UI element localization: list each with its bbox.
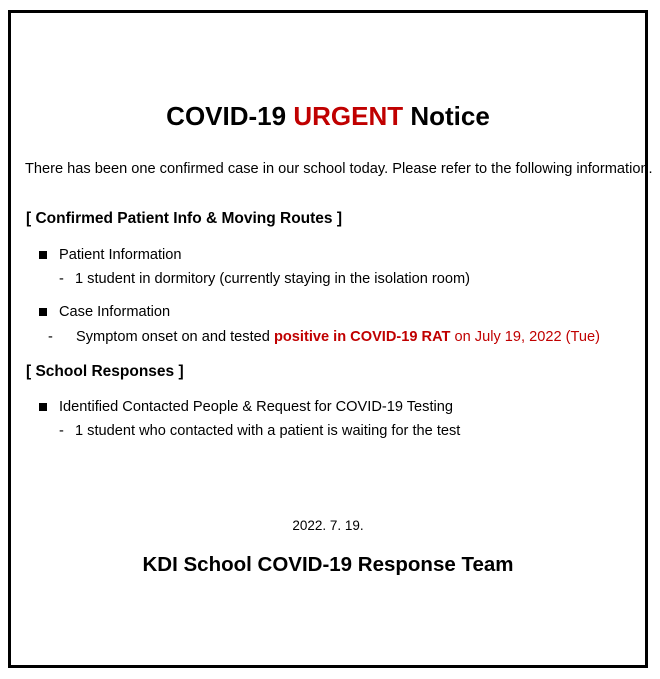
dash-icon: - — [59, 423, 64, 439]
detail-text: 1 student in dormitory (currently staying in the isolation room) — [75, 271, 471, 287]
intro-text: There has been one confirmed case in our school today. Please refer to the following information. — [25, 161, 653, 177]
response-team-signature: KDI School COVID-19 Response Team — [142, 553, 514, 576]
bullet-patient-information — [39, 247, 182, 263]
notice-date: 2022. 7. 19. — [292, 518, 364, 533]
detail-text: 1 student who contacted with a patient is waiting for the test — [75, 423, 461, 439]
bullet-case-information — [39, 304, 170, 320]
bullet-label: Patient Information — [59, 247, 182, 263]
dash-icon: - — [59, 271, 64, 287]
contacts-detail — [59, 423, 460, 439]
dash-icon: - — [48, 329, 53, 345]
patient-detail — [59, 271, 470, 287]
bullet-contacted-people — [39, 399, 453, 415]
section-heading-patient-info: [ Confirmed Patient Info & Moving Routes ] — [26, 210, 343, 227]
title-urgent: URGENT — [293, 101, 404, 131]
case-detail — [48, 329, 600, 345]
title-suffix: Notice — [410, 101, 490, 131]
detail-highlight: positive in COVID-19 RAT — [273, 329, 451, 345]
detail-prefix: Symptom onset on and tested — [76, 329, 270, 345]
square-bullet-icon — [39, 251, 47, 259]
bullet-label: Identified Contacted People & Request for COVID-19 Testing — [59, 399, 453, 415]
detail-suffix: on July 19, 2022 (Tue) — [454, 329, 600, 345]
bullet-label: Case Information — [59, 304, 171, 320]
square-bullet-icon — [39, 308, 47, 316]
notice-frame — [8, 10, 653, 668]
section-heading-school-responses: [ School Responses ] — [26, 363, 184, 380]
square-bullet-icon — [39, 403, 47, 411]
title-prefix: COVID-19 — [166, 101, 287, 131]
notice-title — [11, 101, 645, 132]
